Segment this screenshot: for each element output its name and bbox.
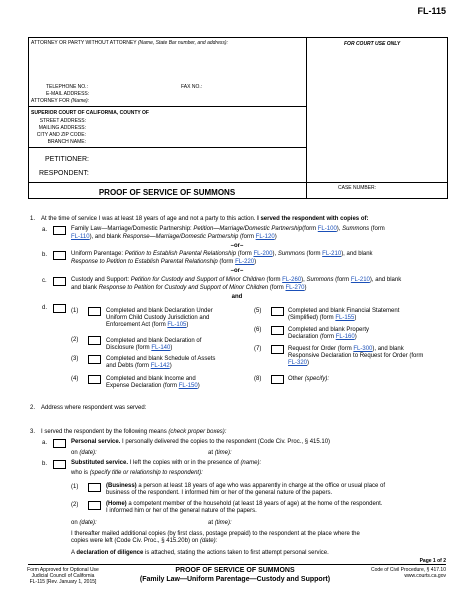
d8-checkbox[interactable] — [271, 375, 284, 384]
d5-checkbox[interactable] — [271, 307, 284, 316]
email-label: E-MAIL ADDRESS: — [46, 91, 90, 97]
item1-number: 1. — [30, 216, 36, 222]
item3b-time: at (time): — [208, 520, 232, 526]
b1-checkbox[interactable] — [88, 483, 101, 492]
d5-text: Completed and blank Financial Statement (Simplified) (form FL-155) — [288, 308, 400, 321]
d1-text: Completed and blank Declaration Under Uniform Child Custody Jurisdiction and Enforcement Act (form FL-105) — [106, 308, 213, 328]
mailing-label: MAILING ADDRESS: — [38, 125, 86, 131]
street-label: STREET ADDRESS: — [39, 118, 86, 124]
d8-number: (8) — [254, 376, 262, 382]
b2-number: (2) — [71, 502, 79, 508]
fax-label: FAX NO.: — [181, 84, 203, 90]
item3b-text: Substituted service. I left the copies with or in the presence of (name): — [71, 460, 262, 466]
d5-number: (5) — [254, 308, 262, 314]
item3-text: I served the respondent by the following means (check proper boxes): — [41, 429, 227, 435]
telephone-label: TELEPHONE NO.: — [46, 84, 88, 90]
d8-text: Other (specify): — [288, 376, 330, 382]
attorney-label: ATTORNEY OR PARTY WITHOUT ATTORNEY (Name, State Bar number, and address): — [31, 40, 228, 46]
item2-text: Address where respondent was served: — [41, 405, 147, 411]
item3a-checkbox[interactable] — [53, 439, 66, 448]
item3a-date: on (date): — [71, 450, 97, 456]
d3-number: (3) — [71, 356, 79, 362]
item1c-line2: and blank Response to Petition for Custody and Support of Minor Children (form FL-270) — [71, 285, 307, 291]
case-number-label: CASE NUMBER: — [338, 185, 377, 191]
d7-text: Request for Order (form FL-300), and blank Responsive Declaration to Request for Order (form FL-320) — [288, 346, 424, 366]
d1-checkbox[interactable] — [88, 307, 101, 316]
d4-checkbox[interactable] — [88, 375, 101, 384]
attorney-for-label: ATTORNEY FOR (Name): — [31, 98, 90, 104]
item3-number: 3. — [30, 429, 36, 435]
or-divider-2: –or– — [230, 268, 244, 274]
footer-right: Code of Civil Procedure, § 417.10 www.courts.ca.gov — [370, 567, 446, 579]
footer-title: PROOF OF SERVICE OF SUMMONS (Family Law—Uniform Parentage—Custody and Support) — [139, 567, 331, 583]
b1-text: (Business) a person at least 18 years of age who was apparently in charge at the office or usual place of business of the respondent. I informed him or her of the general nature of the papers. — [106, 483, 386, 496]
d3-checkbox[interactable] — [88, 355, 101, 364]
page-title: PROOF OF SERVICE OF SUMMONS — [98, 188, 236, 197]
b2-checkbox[interactable] — [88, 501, 101, 510]
court-label: SUPERIOR COURT OF CALIFORNIA, COUNTY OF — [31, 110, 149, 116]
item1d-letter: d. — [42, 305, 48, 311]
or-divider-1: –or– — [230, 243, 244, 249]
item1a-letter: a. — [42, 227, 48, 233]
and-divider: and — [231, 294, 243, 300]
item3b-letter: b. — [42, 461, 48, 467]
d3-text: Completed and blank Schedule of Assets and Debts (form FL-142) — [106, 356, 216, 369]
petitioner-label: PETITIONER: — [45, 156, 89, 163]
mail-text: I thereafter mailed additional copies (by first class, postage prepaid) to the respondent at the place where the copies were left (Code Civ. Proc., § 415.20b) on (date): — [71, 531, 360, 544]
city-label: CITY AND ZIP CODE: — [36, 132, 86, 138]
d1-number: (1) — [71, 308, 79, 314]
item3a-time: at (time): — [208, 450, 232, 456]
item1a-line2: FL-110), and blank Response—Marriage/Domestic Partnership (form FL-120) — [71, 234, 277, 240]
d7-number: (7) — [254, 346, 262, 352]
d2-text: Completed and blank Declaration of Disclosure (form FL-140) — [106, 338, 202, 351]
item1a-line1: Family Law—Marriage/Domestic Partnership: Petition—Marriage/Domestic Partnership(form FL-100), Summons (form — [71, 226, 385, 232]
d2-number: (2) — [71, 337, 79, 343]
b1-number: (1) — [71, 484, 79, 490]
b2-text: (Home) a competent member of the household (at least 18 years of age) at the home of the respondent. I informed him or her of the general nature of the papers. — [106, 501, 383, 514]
page-number: Page 1 of 2 — [419, 558, 446, 564]
item1b-letter: b. — [42, 252, 48, 258]
item3b-date: on (date): — [71, 520, 97, 526]
diligence-text: A declaration of diligence is attached, stating the actions taken to first attempt personal service. — [71, 550, 329, 556]
item1-intro: At the time of service I was at least 18 years of age and not a party to this action. I served the respondent with copies of: — [41, 216, 369, 222]
respondent-label: RESPONDENT: — [39, 170, 89, 177]
d2-checkbox[interactable] — [88, 336, 101, 345]
item1b-checkbox[interactable] — [53, 251, 66, 260]
d6-text: Completed and blank Property Declaration (form FL-160) — [288, 327, 370, 340]
item3b-who: who is (specify title or relationship to respondent): — [71, 470, 203, 476]
item3b-checkbox[interactable] — [53, 460, 66, 469]
item1b-line2: Response to Petition to Establish Parental Relationship (form FL-220) — [71, 259, 257, 265]
item1b-line1: Uniform Parentage: Petition to Establish Parental Relationship (form FL-200), Summons (form FL-210), and blank — [71, 251, 373, 257]
item3a-letter: a. — [42, 440, 48, 446]
item1d-checkbox[interactable] — [53, 304, 66, 313]
court-use-label: FOR COURT USE ONLY — [344, 41, 401, 47]
item1c-checkbox[interactable] — [53, 277, 66, 286]
item3a-text: Personal service. I personally delivered the copies to the respondent (Code Civ. Proc., § 415.10) — [71, 439, 331, 445]
branch-label: BRANCH NAME: — [47, 139, 86, 145]
footer-left: Form Approved for Optional Use Judicial Council of California FL-115 [Rev. January 1, 2015] — [27, 567, 99, 585]
d6-number: (6) — [254, 327, 262, 333]
d4-text: Completed and blank Income and Expense Declaration (form FL-150) — [106, 376, 200, 389]
item1c-letter: c. — [42, 278, 47, 284]
header-box — [28, 37, 448, 199]
form-id: FL-115 — [417, 6, 446, 16]
d6-checkbox[interactable] — [271, 326, 284, 335]
item1c-line1: Custody and Support: Petition for Custody and Support of Minor Children (form FL-260), Summons (form FL-210), and blank — [71, 277, 402, 283]
d4-number: (4) — [71, 376, 79, 382]
item2-number: 2. — [30, 405, 36, 411]
item1a-checkbox[interactable] — [53, 226, 66, 235]
d7-checkbox[interactable] — [271, 345, 284, 354]
